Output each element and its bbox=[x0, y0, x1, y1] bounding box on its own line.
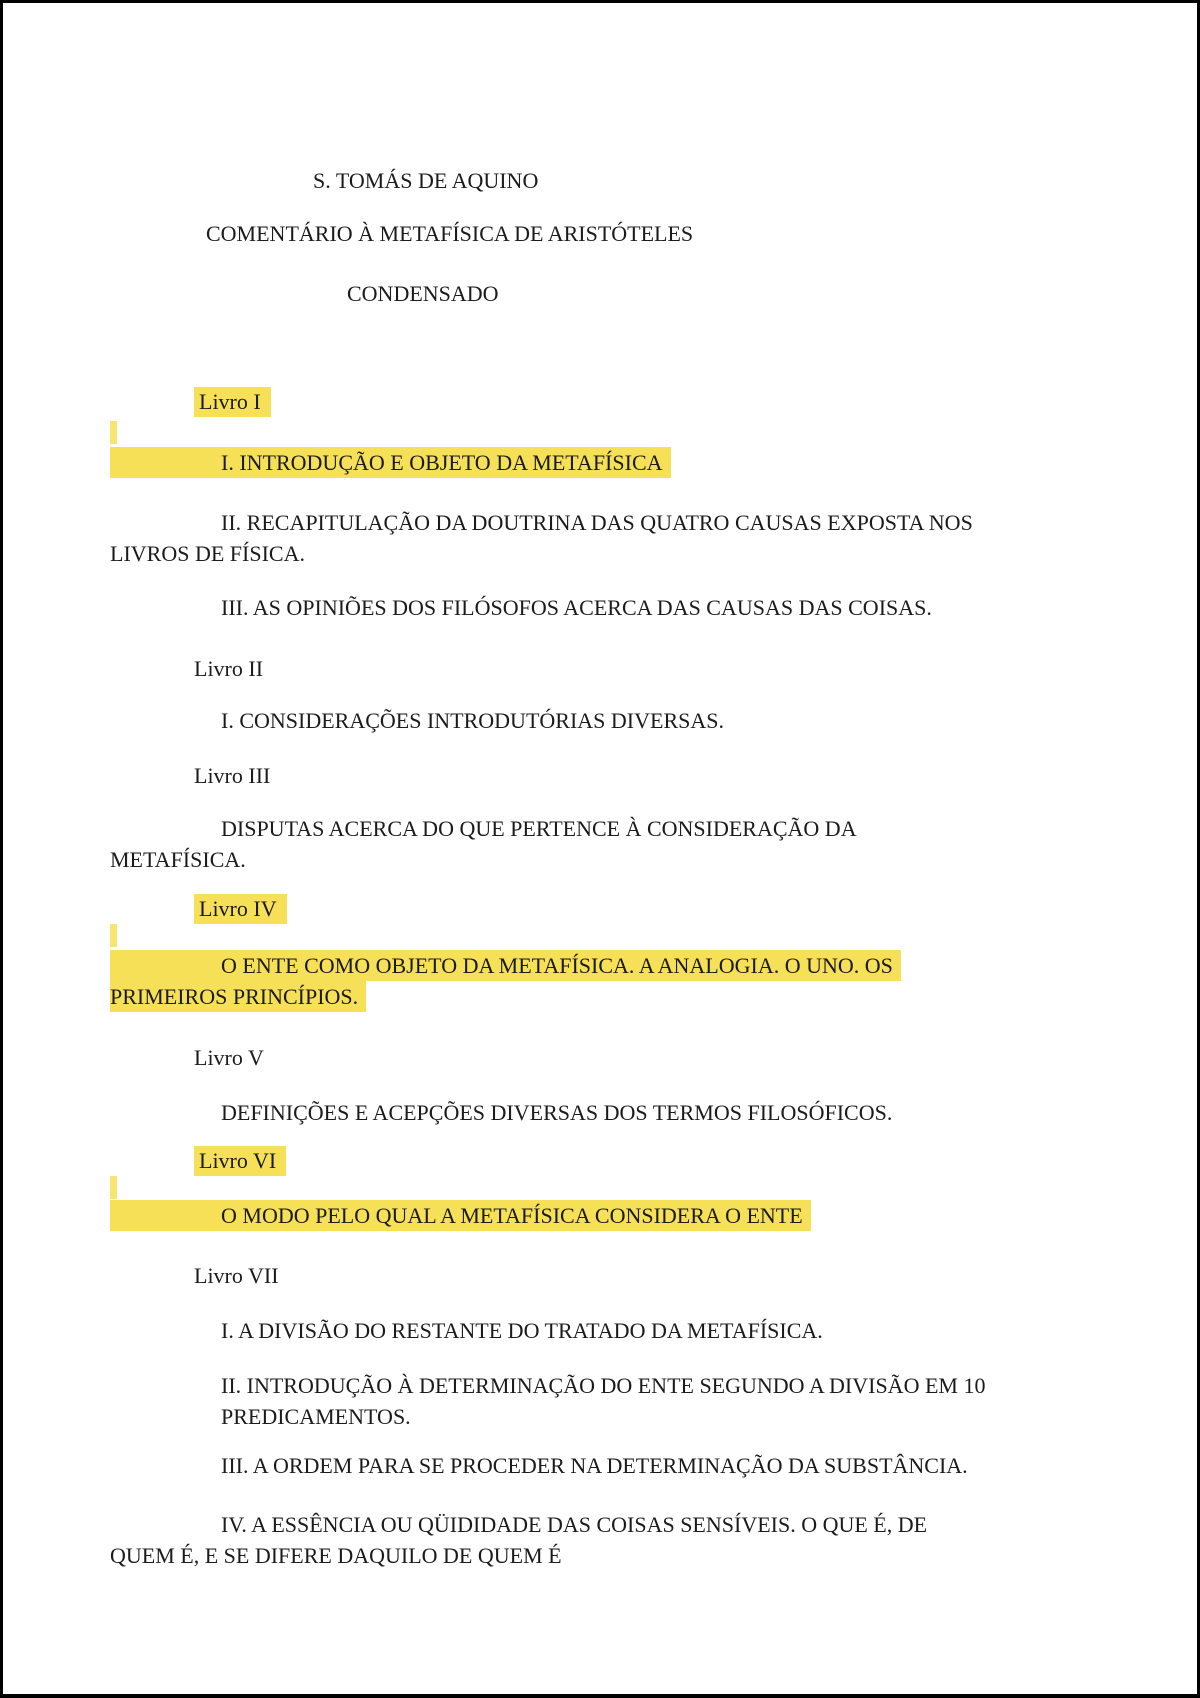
document-content bbox=[3, 165, 1197, 1571]
document-author: S. TOMÁS DE AQUINO bbox=[313, 168, 539, 193]
book-heading-livro-4 bbox=[110, 893, 1157, 924]
section-title-line: DEFINIÇÕES E ACEPÇÕES DIVERSAS DOS TERMOS FILOSÓFICOS. bbox=[221, 1100, 893, 1125]
section-title-line: PREDICAMENTOS. bbox=[221, 1404, 411, 1429]
highlight: Livro I bbox=[194, 387, 271, 417]
section-title-line: I. A DIVISÃO DO RESTANTE DO TRATADO DA METAFÍSICA. bbox=[221, 1318, 823, 1343]
section-title-highlighted: PRIMEIROS PRINCÍPIOS. bbox=[110, 981, 366, 1012]
section-title-line: III. A ORDEM PARA SE PROCEDER NA DETERMINAÇÃO DA SUBSTÂNCIA. bbox=[221, 1453, 968, 1478]
highlight-mark bbox=[110, 1176, 117, 1199]
book-heading-livro-6 bbox=[110, 1145, 1157, 1176]
book-heading-livro-1 bbox=[110, 386, 1157, 417]
book-heading-livro-7: Livro VII bbox=[194, 1263, 279, 1288]
section-title-highlighted: O MODO PELO QUAL A METAFÍSICA CONSIDERA O ENTE bbox=[110, 1200, 811, 1231]
section-title-line: I. CONSIDERAÇÕES INTRODUTÓRIAS DIVERSAS. bbox=[221, 708, 724, 733]
section-title-line: METAFÍSICA. bbox=[110, 847, 246, 872]
highlight-mark bbox=[110, 421, 117, 444]
book-heading-livro-5: Livro V bbox=[194, 1045, 264, 1070]
section-title-highlighted: O ENTE COMO OBJETO DA METAFÍSICA. A ANALOGIA. O UNO. OS bbox=[110, 950, 901, 981]
section-title-line: II. RECAPITULAÇÃO DA DOUTRINA DAS QUATRO CAUSAS EXPOSTA NOS bbox=[221, 510, 973, 535]
document-subtitle: CONDENSADO bbox=[347, 281, 499, 306]
highlight-mark bbox=[110, 924, 117, 947]
book-heading-livro-3: Livro III bbox=[194, 763, 271, 788]
document-title: COMENTÁRIO À METAFÍSICA DE ARISTÓTELES bbox=[206, 221, 694, 246]
section-title-line: QUEM É, E SE DIFERE DAQUILO DE QUEM É bbox=[110, 1543, 562, 1568]
section-title-line: LIVROS DE FÍSICA. bbox=[110, 541, 305, 566]
highlight: Livro VI bbox=[194, 1146, 286, 1176]
section-title-line: IV. A ESSÊNCIA OU QÜIDIDADE DAS COISAS SENSÍVEIS. O QUE É, DE bbox=[221, 1512, 928, 1537]
highlight: Livro IV bbox=[194, 894, 287, 924]
section-title-line: II. INTRODUÇÃO À DETERMINAÇÃO DO ENTE SEGUNDO A DIVISÃO EM 10 bbox=[221, 1373, 986, 1398]
section-title-highlighted: I. INTRODUÇÃO E OBJETO DA METAFÍSICA bbox=[110, 447, 671, 478]
book-heading-livro-2: Livro II bbox=[194, 656, 264, 681]
section-title-line: III. AS OPINIÕES DOS FILÓSOFOS ACERCA DAS CAUSAS DAS COISAS. bbox=[221, 595, 932, 620]
section-title-line: DISPUTAS ACERCA DO QUE PERTENCE À CONSIDERAÇÃO DA bbox=[221, 816, 857, 841]
